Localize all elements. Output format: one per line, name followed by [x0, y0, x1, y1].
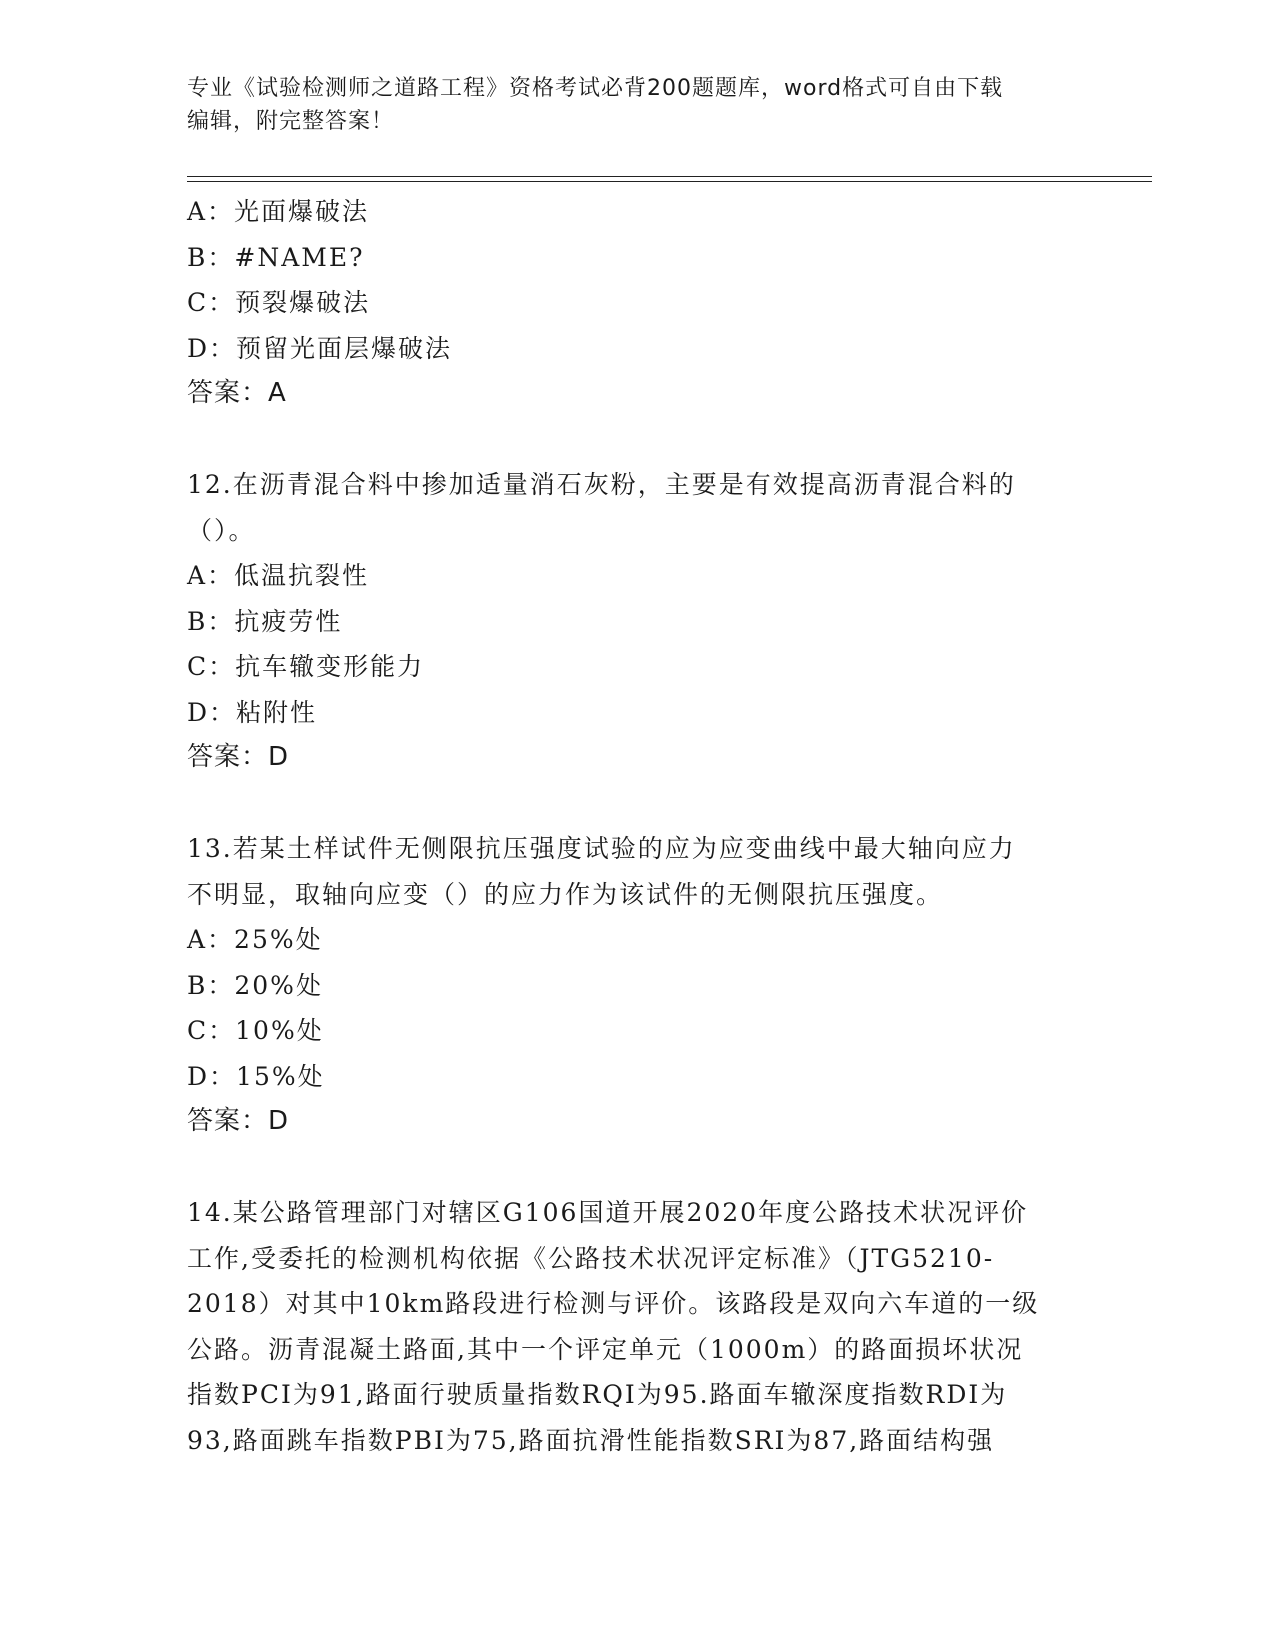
question-14 — [187, 1190, 1087, 1463]
question-12 — [187, 462, 1087, 781]
option-c: C：10%处 — [187, 1016, 324, 1045]
option-b: B：20%处 — [187, 970, 323, 1000]
question-stem-line: （）。 — [187, 515, 256, 545]
answer-line: 答案：A — [187, 378, 287, 408]
option-d: D：粘附性 — [187, 697, 318, 727]
option-a: A：25%处 — [187, 925, 323, 954]
option-a: A：光面爆破法 — [187, 197, 370, 226]
question-stem-line: 工作,受委托的检测机构依据《公路技术状况评定标准》（JTG5210- — [187, 1243, 995, 1273]
document-header — [187, 72, 1067, 138]
header-line-2: 编辑，附完整答案！ — [187, 109, 395, 134]
answer-line: 答案：D — [187, 742, 290, 772]
option-d: D：15%处 — [187, 1061, 325, 1091]
option-c: C：抗车辙变形能力 — [187, 652, 425, 681]
header-line-1: 专业《试验检测师之道路工程》资格考试必背200题题库，word格式可自由下载 — [187, 76, 1004, 101]
option-b: B：#NAME? — [187, 242, 365, 272]
question-11 — [187, 189, 1087, 417]
option-b: B：抗疲劳性 — [187, 606, 343, 636]
option-a: A：低温抗裂性 — [187, 561, 370, 590]
question-13 — [187, 826, 1087, 1145]
header-divider-top — [187, 176, 1152, 177]
question-stem-line: 14.某公路管理部门对辖区G106国道开展2020年度公路技术状况评价 — [187, 1198, 1029, 1227]
question-list — [187, 189, 1087, 1463]
question-stem-line: 指数PCI为91,路面行驶质量指数RQI为95.路面车辙深度指数RDI为 — [187, 1380, 1008, 1409]
spacer — [187, 1145, 1087, 1191]
question-stem-line: 93,路面跳车指数PBI为75,路面抗滑性能指数SRI为87,路面结构强 — [187, 1425, 995, 1455]
spacer — [187, 781, 1087, 827]
spacer — [187, 417, 1087, 463]
question-stem-line: 2018）对其中10km路段进行检测与评价。该路段是双向六车道的一级 — [187, 1289, 1040, 1318]
question-stem-line: 公路。沥青混凝土路面,其中一个评定单元（1000m）的路面损坏状况 — [187, 1334, 1024, 1364]
question-stem-line: 不明显，取轴向应变（）的应力作为该试件的无侧限抗压强度。 — [187, 879, 944, 909]
option-c: C：预裂爆破法 — [187, 288, 371, 317]
question-stem-line: 13.若某土样试件无侧限抗压强度试验的应为应变曲线中最大轴向应力 — [187, 834, 1016, 863]
answer-line: 答案：D — [187, 1106, 290, 1136]
option-d: D：预留光面层爆破法 — [187, 333, 453, 363]
header-divider-bottom — [187, 181, 1152, 182]
question-stem-line: 12.在沥青混合料中掺加适量消石灰粉，主要是有效提高沥青混合料的 — [187, 470, 1016, 499]
